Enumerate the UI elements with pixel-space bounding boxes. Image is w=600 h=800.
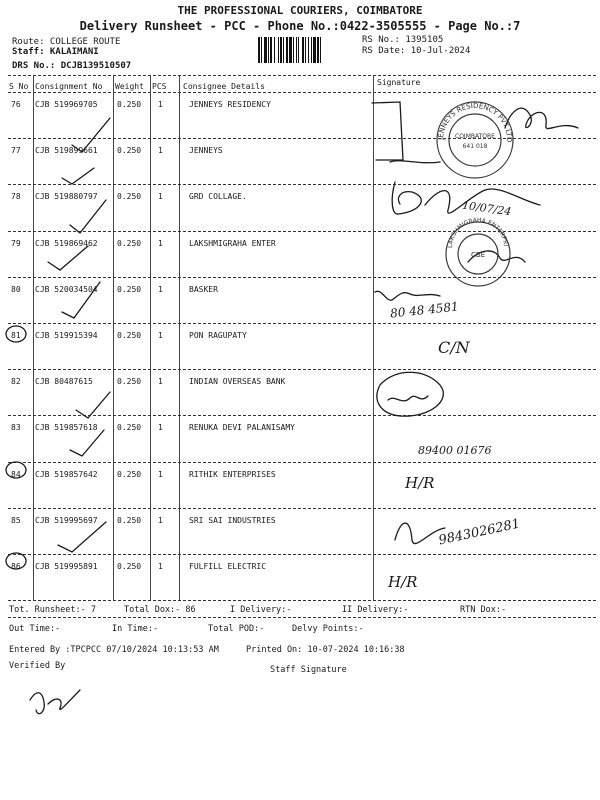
- row-weight: 0.250: [117, 284, 142, 294]
- row-pcs: 1: [158, 469, 163, 479]
- row-pcs: 1: [158, 238, 163, 248]
- row-weight: 0.250: [117, 100, 142, 109]
- tot-runsheet: Tot. Runsheet:- 7: [9, 605, 96, 615]
- handwritten-phone: 89400 01676: [418, 444, 492, 457]
- signature-scribble: [388, 396, 428, 401]
- col-header-consignment: Consignment No: [35, 82, 103, 91]
- total-pod: Total POD:-: [208, 624, 265, 634]
- row-sno: 84: [11, 469, 21, 479]
- row-pcs: 1: [158, 146, 163, 156]
- col-header-weight: Weight: [115, 82, 144, 91]
- handwritten-phone: 80 48 4581: [389, 299, 460, 321]
- row-sno: 79: [11, 238, 21, 248]
- handwritten-hr: H/R: [388, 573, 418, 591]
- signature-scribble: [372, 102, 403, 160]
- row-sno: 78: [11, 192, 21, 202]
- stamp-text: 641 018: [462, 143, 488, 150]
- row-pcs: 1: [158, 377, 163, 387]
- rs-date: RS Date: 10-Jul-2024: [362, 46, 471, 56]
- tick-mark: [70, 200, 106, 233]
- row-sno: 85: [11, 515, 21, 525]
- row-consignee: RITHIK ENTERPRISES: [189, 469, 276, 479]
- tick-mark: [58, 522, 106, 552]
- row-pcs: 1: [158, 284, 163, 294]
- row-consignment: CJB 519995891: [35, 562, 98, 571]
- out-time: Out Time:-: [9, 624, 61, 634]
- signature-scribble: [30, 693, 44, 714]
- row-consignment: CJB 519899661: [35, 146, 98, 156]
- total-dox: Total Dox:- 86: [124, 605, 196, 615]
- handwritten-date: 10/07/24: [461, 198, 513, 219]
- tick-mark: [62, 168, 94, 184]
- staff-label: Staff: KALAIMANI: [12, 47, 99, 57]
- handwritten-phone: 9843026281: [437, 516, 522, 549]
- row-weight: 0.250: [117, 423, 142, 433]
- row-weight: 0.250: [117, 469, 142, 479]
- circle-mark: [6, 553, 26, 569]
- row-consignee: PON RAGUPATY: [189, 331, 247, 340]
- in-time: In Time:-: [112, 624, 159, 634]
- ii-delivery: II Delivery:-: [342, 605, 409, 615]
- row-consignment: CJB 519969705: [35, 100, 98, 109]
- tick-mark: [62, 282, 100, 318]
- drs-number: DRS No.: DCJB139510507: [12, 61, 132, 71]
- staff-signature: Staff Signature: [270, 665, 347, 675]
- row-weight: 0.250: [117, 238, 142, 248]
- footer-divider: [8, 617, 596, 618]
- row-sno: 80: [11, 284, 21, 294]
- row-sno: 86: [11, 562, 21, 571]
- tick-mark: [76, 392, 110, 418]
- stamp-text: LAKSHMIGRAHA ENTERPRI: [446, 216, 509, 249]
- signature-scribble: [390, 161, 440, 163]
- signature-scribble: [375, 291, 440, 300]
- i-delivery: I Delivery:-: [230, 605, 292, 615]
- row-weight: 0.250: [117, 192, 142, 202]
- row-sno: 83: [11, 423, 21, 433]
- row-consignee: SRI SAI INDUSTRIES: [189, 515, 276, 525]
- signature-scribble: [505, 108, 578, 128]
- tick-mark: [70, 430, 104, 456]
- col-header-pcs: PCS: [152, 82, 167, 91]
- row-consignee: INDIAN OVERSEAS BANK: [189, 377, 286, 387]
- row-consignment: CJB 519857642: [35, 469, 98, 479]
- delvy-points: Delvy Points:-: [292, 624, 364, 634]
- route-label: Route: COLLEGE ROUTE: [12, 37, 121, 47]
- signature-scribble: [392, 182, 421, 214]
- row-pcs: 1: [158, 423, 163, 433]
- col-header-consignee: Consignee Details: [183, 82, 265, 91]
- tick-mark: [72, 118, 110, 152]
- stamp-text: JENNEYS RESIDENCY PVT LTD: [436, 101, 514, 143]
- handwritten-hr: H/R: [405, 474, 435, 492]
- table-bottom-line: [8, 600, 596, 601]
- rtn-dox: RTN Dox:-: [460, 605, 507, 615]
- row-weight: 0.250: [117, 562, 142, 571]
- row-consignee: RENUKA DEVI PALANISAMY: [189, 423, 295, 433]
- row-consignee: LAKSHMIGRAHA ENTER: [189, 238, 276, 248]
- row-weight: 0.250: [117, 146, 142, 156]
- row-consignment: CJB 519880797: [35, 192, 98, 202]
- row-sno: 81: [11, 331, 21, 340]
- row-consignee: JENNEYS RESIDENCY: [189, 100, 271, 109]
- signature-scribble: [377, 372, 443, 416]
- row-pcs: 1: [158, 562, 163, 571]
- company-title: THE PROFESSIONAL COURIERS, COIMBATORE: [177, 4, 423, 17]
- col-header-sno: S No: [9, 82, 29, 91]
- row-weight: 0.250: [117, 377, 142, 387]
- row-consignment: CJB 519995697: [35, 515, 98, 525]
- row-sno: 76: [11, 100, 21, 109]
- signature-scribble: [48, 690, 80, 709]
- rs-number: RS No.: 1395105: [362, 35, 444, 45]
- row-consignment: CJB 519869462: [35, 238, 98, 248]
- row-sno: 77: [11, 146, 21, 156]
- circle-mark: [6, 326, 26, 342]
- row-consignee: BASKER: [189, 284, 218, 294]
- verified-by: Verified By: [9, 661, 66, 671]
- row-consignee: GRD COLLAGE.: [189, 192, 247, 202]
- row-weight: 0.250: [117, 515, 142, 525]
- handwritten-cn: C/N: [438, 338, 470, 357]
- circle-mark: [6, 462, 26, 478]
- row-pcs: 1: [158, 515, 163, 525]
- row-pcs: 1: [158, 100, 163, 109]
- runsheet-subtitle: Delivery Runsheet - PCC - Phone No.:0422-3505555 - Page No.:7: [79, 19, 521, 33]
- row-consignee: FULFILL ELECTRIC: [189, 562, 267, 571]
- row-pcs: 1: [158, 192, 163, 202]
- printed-on: Printed On: 10-07-2024 10:16:38: [246, 645, 405, 655]
- row-pcs: 1: [158, 331, 163, 340]
- stamp-text: COIMBATORE: [455, 133, 495, 140]
- row-consignment: CJB 519857618: [35, 423, 98, 433]
- col-header-signature: Signature: [377, 78, 421, 87]
- tick-mark: [48, 246, 88, 270]
- row-consignment: CJB 519915394: [35, 331, 98, 340]
- row-consignment: CJB 520034504: [35, 284, 98, 294]
- row-sno: 82: [11, 377, 21, 387]
- stamp-text: CBE: [470, 251, 486, 259]
- row-consignment: CJB 80487615: [35, 377, 93, 387]
- entered-by: Entered By :TPCPCC 07/10/2024 10:13:53 AM: [9, 645, 219, 655]
- row-weight: 0.250: [117, 331, 142, 340]
- row-consignee: JENNEYS: [189, 146, 223, 156]
